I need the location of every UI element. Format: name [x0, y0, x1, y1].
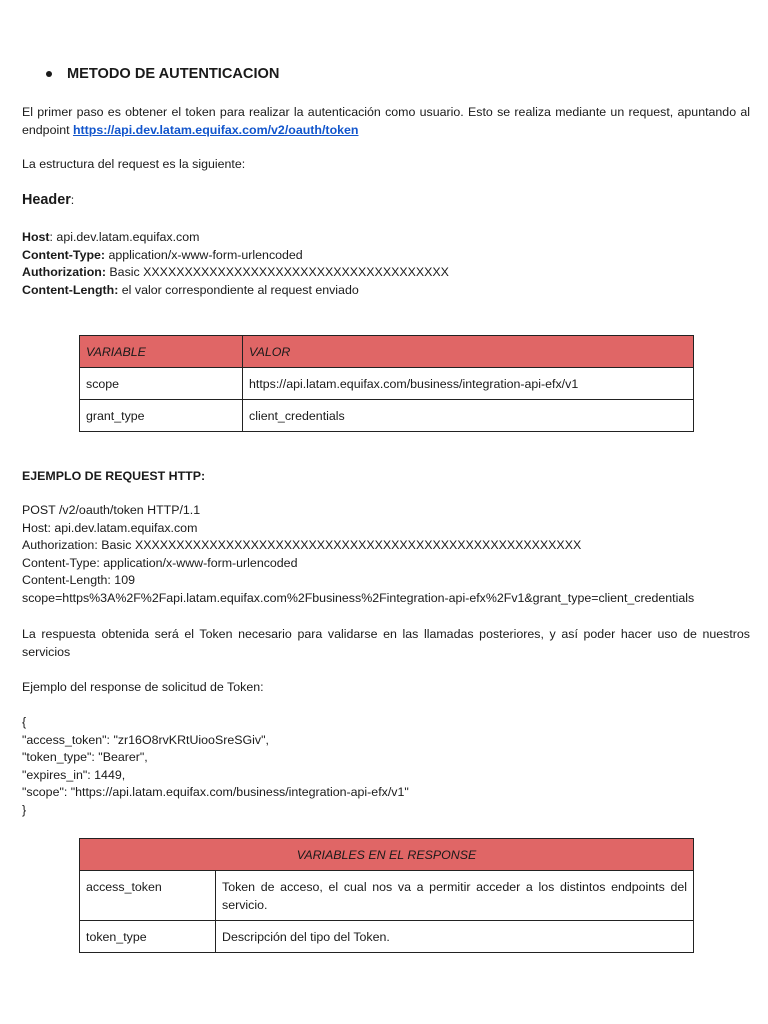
- json-line: "access_token": "zr16O8rvKRtUiooSreSGiv",: [22, 732, 269, 747]
- table-cell: grant_type: [80, 400, 243, 432]
- column-header: VARIABLE: [80, 336, 243, 368]
- table-header-row: [80, 336, 694, 368]
- json-line: "scope": "https://api.latam.equifax.com/business/integration-api-efx/v1": [22, 785, 409, 800]
- response-variables-table: [79, 838, 694, 953]
- table-cell: access_token: [80, 871, 216, 921]
- request-line: scope=https%3A%2F%2Fapi.latam.equifax.com%2Fbusiness%2Fintegration-api-efx%2Fv1&grant_type=client_credentials: [22, 590, 695, 605]
- header-key: Content-Length:: [22, 282, 119, 297]
- intro-text: El primer paso es obtener el token para realizar la autenticación como usuario. Esto se realiza mediante un request, apuntando al endpoint: [22, 105, 750, 137]
- request-line: Host: api.dev.latam.equifax.com: [22, 520, 198, 535]
- header-key: Authorization:: [22, 265, 106, 280]
- request-line: Content-Length: 109: [22, 573, 135, 588]
- column-header: VALOR: [243, 336, 694, 368]
- json-line: }: [22, 802, 27, 817]
- header-value: Basic XXXXXXXXXXXXXXXXXXXXXXXXXXXXXXXXXXXXX: [105, 265, 449, 280]
- table-cell: Token de acceso, el cual nos va a permitir acceder a los distintos endpoints del servicio.: [216, 871, 694, 921]
- table-title: VARIABLES EN EL RESPONSE: [80, 839, 694, 871]
- request-line: POST /v2/oauth/token HTTP/1.1: [22, 503, 201, 517]
- header-value: application/x-www-form-urlencoded: [105, 247, 303, 262]
- bullet-icon: [46, 71, 52, 77]
- endpoint-link[interactable]: https://api.dev.latam.equifax.com/v2/oauth/token: [72, 122, 359, 137]
- example-title: EJEMPLO DE REQUEST HTTP:: [22, 469, 206, 483]
- header-line-content-length: [22, 282, 449, 300]
- response-example-title: Ejemplo del response de solicitud de Token:: [22, 680, 264, 694]
- json-line: "expires_in": 1449,: [22, 767, 126, 782]
- header-key: Host: [22, 230, 50, 244]
- table-cell: token_type: [80, 921, 216, 953]
- header-line-host: [22, 229, 449, 247]
- table-cell: Descripción del tipo del Token.: [216, 921, 694, 953]
- variables-table: [79, 335, 694, 432]
- header-heading: [22, 192, 74, 210]
- json-example: [22, 714, 409, 820]
- header-colon: :: [70, 193, 75, 207]
- header-line-authorization: [22, 264, 449, 282]
- table-cell: client_credentials: [243, 400, 694, 432]
- header-line-content-type: [22, 247, 449, 265]
- json-line: {: [22, 715, 27, 729]
- header-value: : api.dev.latam.equifax.com: [49, 230, 200, 244]
- header-key: Content-Type:: [22, 247, 106, 262]
- header-title: Header: [22, 192, 71, 208]
- response-paragraph: La respuesta obtenida será el Token necesario para validarse en las llamadas posteriores, y así poder hacer uso de nuestros servicios: [22, 627, 750, 659]
- table-cell: https://api.latam.equifax.com/business/integration-api-efx/v1: [243, 368, 694, 400]
- json-line: "token_type": "Bearer",: [22, 750, 148, 765]
- section-title-text: METODO DE AUTENTICACION: [67, 66, 280, 82]
- request-line: Authorization: Basic XXXXXXXXXXXXXXXXXXXXXXXXXXXXXXXXXXXXXXXXXXXXXXXXXXXXXX: [22, 538, 582, 553]
- header-list: [22, 229, 449, 299]
- table-row: [80, 921, 694, 953]
- intro-paragraph: [22, 104, 750, 139]
- request-line: Content-Type: application/x-www-form-urlencoded: [22, 555, 298, 570]
- table-row: [80, 400, 694, 432]
- table-cell: scope: [80, 368, 243, 400]
- table-row: [80, 368, 694, 400]
- header-value: el valor correspondiente al request enviado: [118, 282, 359, 297]
- request-example: [22, 502, 694, 608]
- table-header-row: [80, 839, 694, 871]
- section-title: [46, 66, 279, 82]
- structure-text: La estructura del request es la siguiente:: [22, 157, 246, 171]
- table-row: [80, 871, 694, 921]
